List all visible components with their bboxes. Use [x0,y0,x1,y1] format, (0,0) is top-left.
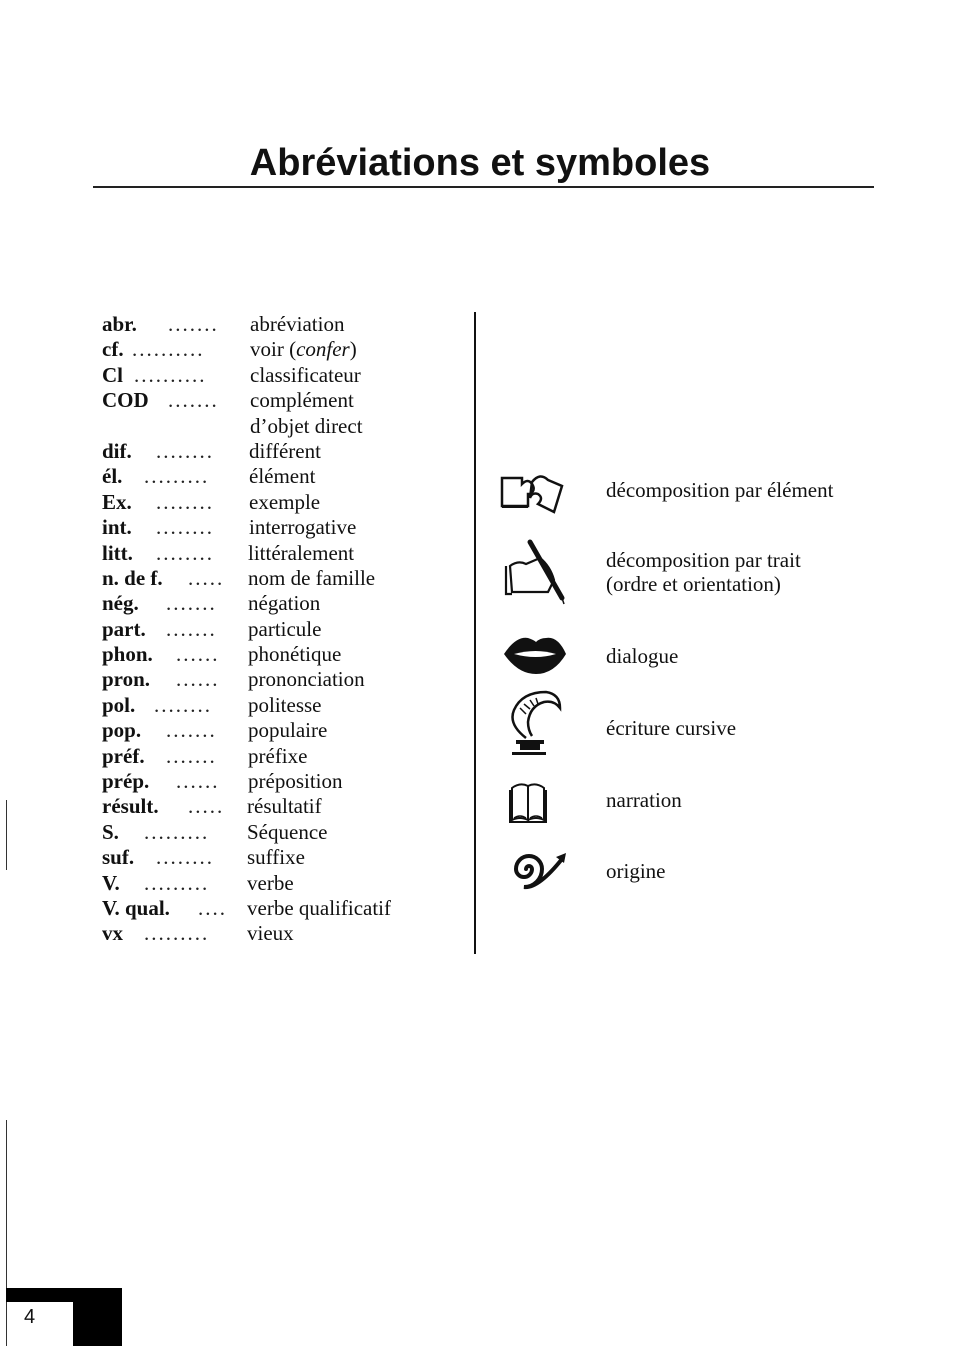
abbr-row [102,769,432,794]
leader-dots: ......... [144,819,210,844]
leader-dots: ..... [188,565,225,590]
abbr-meaning: littéralement [248,540,355,565]
page-number: 4 [24,1306,36,1328]
page-number-block [73,1288,122,1346]
leader-dots: .... [198,895,227,920]
symbol-label: écriture cursive [606,716,737,740]
abbr-meaning: résultatif [247,794,322,819]
abbr-row [102,667,432,692]
abbr-row [102,693,432,718]
leader-dots: ....... [166,743,217,768]
abbr-key: pron. [102,667,151,692]
abbr-meaning: élément [249,464,316,489]
symbol-label: narration [606,788,682,812]
leader-dots: ....... [166,591,217,616]
title-underline [93,186,874,188]
abbr-meaning: classificateur [250,362,361,387]
abbr-meaning: prononciation [248,667,365,692]
abbr-key: V. qual. [102,895,170,920]
abbr-key: nég. [102,591,139,616]
leader-dots: ....... [166,616,217,641]
abbr-key: part. [102,616,146,641]
abbr-row [102,464,432,489]
abbr-meaning: suffixe [247,845,305,870]
abbr-meaning: d’objet direct [250,413,363,438]
symbol-label: (ordre et orientation) [606,572,781,596]
column-divider [474,312,476,954]
abbr-row [102,388,432,413]
abbr-row [102,642,432,667]
leader-dots: ........ [154,692,212,717]
abbr-meaning: différent [249,438,321,463]
leader-dots: ...... [176,667,220,692]
abbr-row [102,566,432,591]
abbr-meaning: populaire [248,718,328,743]
abbr-meaning: voir (confer) [250,337,357,362]
leader-dots: ......... [144,921,210,946]
spiral-arrow-icon [500,845,580,895]
leader-dots: ....... [166,718,217,743]
abbr-meaning: verbe qualificatif [247,895,392,920]
abbr-row [102,312,432,337]
abbr-row [102,414,432,439]
abbr-key: int. [102,515,132,540]
leader-dots: ....... [168,388,219,413]
writing-hand-icon [500,538,580,606]
leader-dots: ...... [176,642,220,667]
leader-dots: ........ [156,438,214,463]
abbr-key: S. [102,819,119,844]
leader-dots: ...... [176,769,220,794]
quill-icon [500,688,580,760]
abbr-row [102,744,432,769]
abbr-row [102,871,432,896]
symbol-label: décomposition par trait [606,548,801,572]
abbr-meaning: particule [248,616,322,641]
leader-dots: ....... [168,312,219,336]
abbr-meaning: exemple [249,489,321,514]
leader-dots: ......... [144,464,210,489]
leader-dots: ......... [144,870,210,895]
puzzle-icon [500,470,580,530]
abbr-row [102,490,432,515]
abbr-key: COD [102,388,149,413]
symbol-label: décomposition par élément [606,478,834,502]
abbr-key: él. [102,464,123,489]
abbr-meaning: Séquence [247,819,328,844]
abbr-meaning: politesse [248,692,322,717]
abbr-row [102,820,432,845]
abbr-meaning: préposition [248,769,343,794]
abbr-row [102,896,432,921]
leader-dots: ........ [156,845,214,870]
abbr-meaning: vieux [247,921,294,946]
abbr-row [102,591,432,616]
abbr-key: litt. [102,540,133,565]
abbr-key: résult. [102,794,159,819]
abbr-meaning: verbe [247,870,294,895]
abbr-row [102,541,432,566]
abbr-key: vx [102,921,123,946]
margin-line [6,1120,7,1346]
abbr-key: V. [102,870,120,895]
abbr-key: n. de f. [102,565,163,590]
abbr-key: pol. [102,692,136,717]
abbr-meaning: abréviation [250,312,345,336]
leader-dots: ..... [188,794,225,819]
abbr-key: Cl [102,362,123,387]
abbr-key: cf. [102,337,124,362]
abbr-row [102,794,432,819]
abbr-row [102,617,432,642]
symbol-label: dialogue [606,644,679,668]
page-title: Abréviations et symboles [249,142,711,184]
abbr-key: pop. [102,718,142,743]
abbr-row [102,337,432,362]
abbr-key: dif. [102,438,132,463]
abbr-row [102,845,432,870]
leader-dots: .......... [134,362,207,387]
leader-dots: ........ [156,515,214,540]
margin-line [6,800,7,870]
abbr-row [102,718,432,743]
abbr-meaning: préfixe [248,743,308,768]
symbol-label: origine [606,859,666,883]
open-book-icon [500,780,580,826]
abbr-meaning: interrogative [249,515,357,540]
abbr-key: abr. [102,312,137,336]
abbr-row [102,439,432,464]
abbr-row [102,921,432,946]
abbreviation-list [102,312,432,947]
abbr-key: suf. [102,845,135,870]
lips-icon [500,630,580,680]
abbr-key: phon. [102,642,153,667]
abbr-meaning: négation [248,591,321,616]
abbr-row [102,363,432,388]
abbr-meaning: nom de famille [248,565,376,590]
abbr-key: prép. [102,769,150,794]
abbr-key: préf. [102,743,145,768]
abbr-meaning: complément [250,388,354,413]
abbr-key: Ex. [102,489,132,514]
leader-dots: .......... [132,337,205,362]
leader-dots: ........ [156,540,214,565]
leader-dots: ........ [156,489,214,514]
abbr-row [102,515,432,540]
abbr-meaning: phonétique [248,642,342,667]
